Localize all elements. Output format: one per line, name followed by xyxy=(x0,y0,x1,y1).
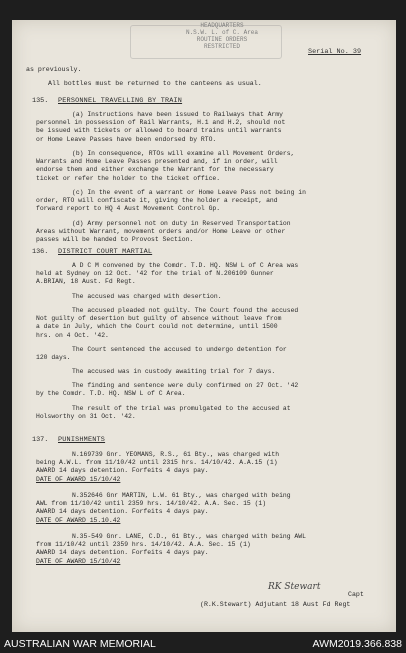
paragraph-b xyxy=(36,150,381,183)
text-line: 120 days. xyxy=(36,354,71,362)
header-line: HEADQUARTERS xyxy=(200,22,244,29)
text-line: AWARD 14 days detention. Forfeits 4 days pay. xyxy=(36,508,209,516)
court-martial-para xyxy=(36,405,381,421)
text-line: endorse them and either exchange the Warrant for the necessary xyxy=(36,166,274,174)
text-line: being A.W.L. from 11/10/42 until 2315 hrs. 14/10/42. A.A.15 (1) xyxy=(36,459,278,467)
text-line: forward report to HQ 4 Aust Movement Control Gp. xyxy=(36,205,221,213)
signature-block: (R.K.Stewart) Adjutant 18 Aust Fd Regt xyxy=(200,601,351,608)
text-line: The result of the trial was promulgated to the accused at xyxy=(72,405,291,412)
text-line: AWARD 14 days detention. Forfeits 4 days pay. xyxy=(36,549,209,557)
text-line: (d) Army personnel not on duty in Reserved Transportation xyxy=(72,220,291,227)
text-line: The accused pleaded not guilty. The Court found the accused xyxy=(72,307,299,314)
text-line: Holsworthy on 31 Oct. '42. xyxy=(36,413,136,421)
text-line: The accused was charged with desertion. xyxy=(72,293,222,300)
document-header xyxy=(112,22,332,50)
section-number: 135. xyxy=(32,97,49,105)
paragraph-c xyxy=(36,189,381,214)
text-line: N.352646 Gnr MARTIN, L.W. 61 Bty., was charged with being xyxy=(72,492,291,499)
text-line: a date in July, which the Court could not determine, until 1500 xyxy=(36,323,278,331)
text-line: order, RTO will confiscate it, giving the holder a receipt, and xyxy=(36,197,278,205)
text-line: AWARD 14 days detention. Forfeits 4 days pay. xyxy=(36,467,209,475)
date-of-award: DATE OF AWARD 15.10.42 xyxy=(36,516,121,524)
text-line: N.169739 Gnr. YEOMANS, R.S., 61 Bty., was charged with xyxy=(72,451,280,458)
text-line: The accused was in custody awaiting trial for 7 days. xyxy=(72,368,276,375)
text-line: A.BRIAN, 18 Aust. Fd Regt. xyxy=(36,278,136,286)
court-martial-para xyxy=(36,262,381,287)
text-line: A D C M convened by the Comdr. T.D. HQ. NSW L of C Area was xyxy=(72,262,299,269)
text-line: held at Sydney on 12 Oct. '42 for the trial of N.206109 Gunner xyxy=(36,270,274,278)
header-line: RESTRICTED xyxy=(203,43,240,50)
signature-rank: Capt xyxy=(348,591,364,598)
text-line: (c) In the event of a warrant or Home Leave Pass not being in xyxy=(72,189,306,196)
text-line: Areas without Warrant, movement orders and/or Home Leave or other xyxy=(36,228,286,236)
text-line: hrs. on 4 Oct. '42. xyxy=(36,331,109,339)
punishment-entry xyxy=(36,492,381,525)
intro-line: as previously. xyxy=(26,66,82,73)
paragraph-d xyxy=(36,220,381,245)
text-line: passes will be handed to Provost Section. xyxy=(36,236,194,244)
text-line: or Home Leave Passes have been endorsed by RTO. xyxy=(36,135,217,143)
text-line: from 11/10/42 until 2359 hrs. 14/10/42. A.A. Sec. 15 (1) xyxy=(36,541,251,549)
text-line: (a) Instructions have been issued to Railways that Army xyxy=(72,111,283,118)
section-heading: DISTRICT COURT MARTIAL xyxy=(58,248,153,256)
text-line: personnel in possession of Rail Warrants, H.1 and H.2, should not xyxy=(36,119,286,127)
text-line: be issued with tickets or allowed to board trains until warrants xyxy=(36,127,282,135)
section-heading: PUNISHMENTS xyxy=(58,436,106,444)
intro-line: All bottles must be returned to the canteens as usual. xyxy=(48,80,262,87)
accession-number: AWM2019.366.838 xyxy=(312,638,402,650)
punishment-entry xyxy=(36,451,381,484)
text-line: The Court sentenced the accused to undergo detention for xyxy=(72,346,287,353)
text-line: (b) In consequence, RTOs will examine all Movement Orders, xyxy=(72,150,295,157)
institution-name: AUSTRALIAN WAR MEMORIAL xyxy=(4,638,156,650)
section-number: 137. xyxy=(32,436,49,444)
header-line: N.S.W. L. of C. Area xyxy=(185,29,258,36)
punishment-entry xyxy=(36,533,381,566)
court-martial-para xyxy=(36,293,381,301)
text-line: Not guilty of desertion but guilty of absence without leave from xyxy=(36,315,282,323)
section-number: 136. xyxy=(32,248,49,256)
court-martial-para xyxy=(36,382,381,398)
text-line: by the Comdr. T.D. HQ. NSW L of C Area. xyxy=(36,390,186,398)
header-line: ROUTINE ORDERS xyxy=(196,36,248,43)
text-line: ticket or refer the holder to the ticket office. xyxy=(36,174,221,182)
court-martial-para xyxy=(36,346,381,362)
archive-footer xyxy=(0,634,406,653)
court-martial-para xyxy=(36,307,381,340)
text-line: The finding and sentence were duly confirmed on 27 Oct. '42 xyxy=(72,382,299,389)
text-line: N.35-549 Gnr. LANE, C.D., 61 Bty., was charged with being AWL xyxy=(72,533,306,540)
text-line: AWL from 11/10/42 until 2359 hrs. 14/10/42. A.A. Sec. 15 (1) xyxy=(36,500,267,508)
handwritten-signature: RK Stewart xyxy=(268,582,321,592)
date-of-award: DATE OF AWARD 15/10/42 xyxy=(36,475,121,483)
serial-number: Serial No. 39 xyxy=(308,48,362,56)
date-of-award: DATE OF AWARD 15/10/42 xyxy=(36,557,121,565)
court-martial-para xyxy=(36,368,381,376)
document-page xyxy=(12,20,396,632)
section-heading: PERSONNEL TRAVELLING BY TRAIN xyxy=(58,97,183,105)
paragraph-a xyxy=(36,111,381,144)
text-line: Warrants and Home Leave Passes presented and, if in order, will xyxy=(36,158,278,166)
